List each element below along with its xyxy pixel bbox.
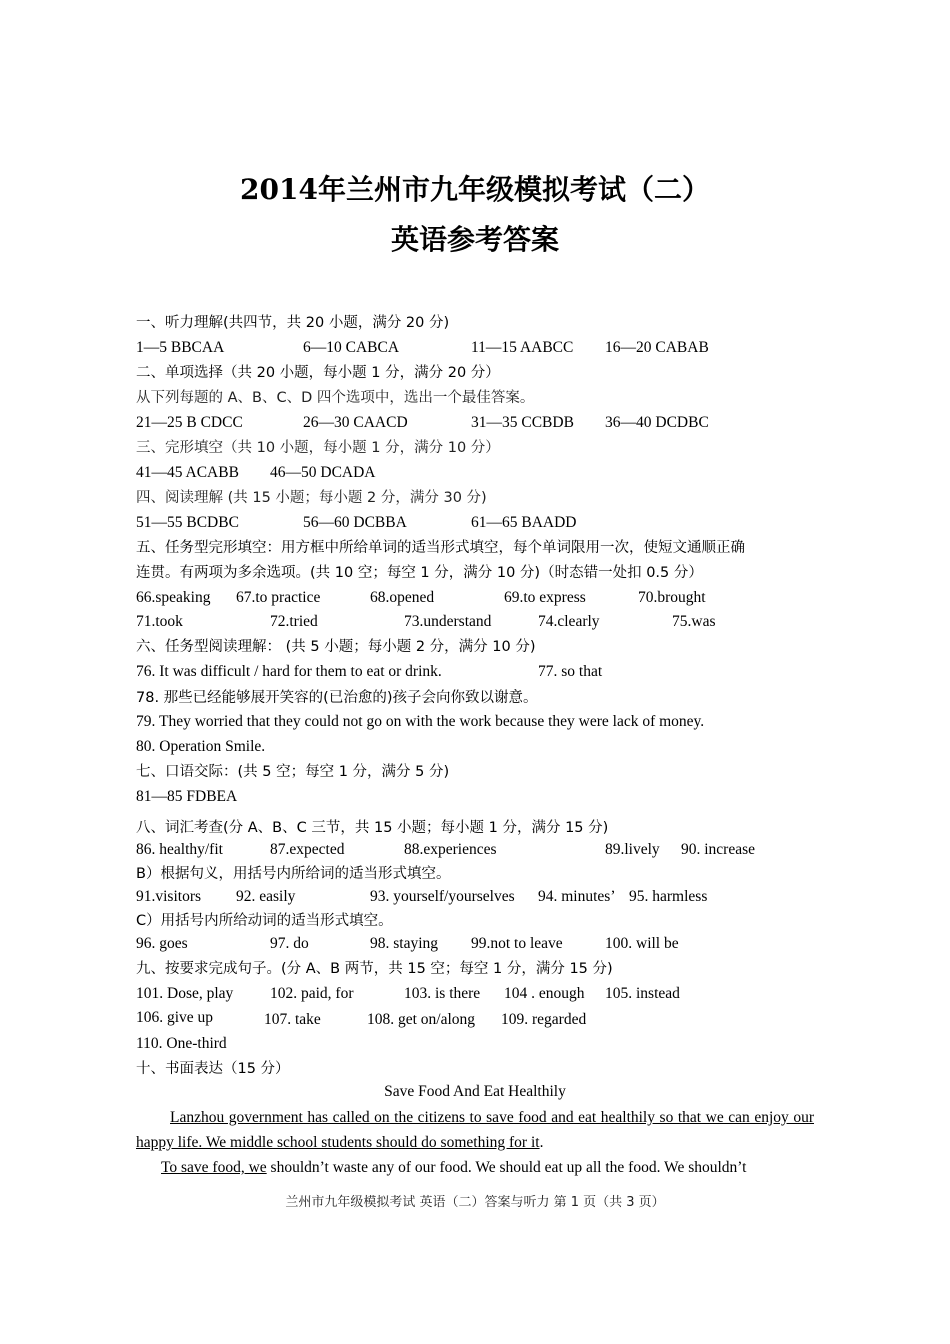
section-2-heading: 二、单项选择（共 20 小题，每小题 1 分，满分 20 分） (136, 365, 500, 381)
answer-item: 110. One-third (136, 1035, 227, 1052)
answer-item: 68.opened (370, 589, 435, 606)
answer-group: 61—65 BAADD (471, 514, 577, 531)
answer-item: 88.experiences (404, 841, 497, 858)
section-5-heading: 五、任务型完形填空：用方框中所给单词的适当形式填空，每个单词限用一次，使短文通顺正确 (136, 540, 745, 556)
section-6-heading: 六、任务型阅读理解： (共 5 小题；每小题 2 分，满分 10 分) (136, 639, 536, 655)
answer-item: 86. healthy/fit (136, 841, 223, 858)
answer-item: 79. They worried that they could not go on with the work because they were lack of money. (136, 713, 705, 730)
essay-title: Save Food And Eat Healthily (384, 1083, 566, 1100)
essay-text: . (539, 1134, 544, 1151)
section-2-instruction: 从下列每题的 A、B、C、D 四个选项中，选出一个最佳答案。 (136, 390, 535, 406)
section-7-heading: 七、口语交际：(共 5 空；每空 1 分，满分 5 分) (136, 764, 450, 780)
answer-item: 99.not to leave (471, 935, 563, 952)
answer-group: 6—10 CABCA (303, 339, 400, 356)
section-5-heading-cont: 连贯。有两项为多余选项。(共 10 空；每空 1 分，满分 10 分)（时态错一处扣 0.5 分） (136, 565, 703, 581)
answer-item: 93. yourself/yourselves (370, 888, 515, 905)
answer-group: 81—85 FDBEA (136, 788, 238, 805)
answer-item: 96. goes (136, 935, 188, 952)
answer-item: 104 . enough (504, 985, 585, 1002)
answer-item: 77. so that (538, 663, 603, 680)
answer-group: 41—45 ACABB (136, 464, 239, 481)
answer-item: 91.visitors (136, 888, 202, 905)
essay-paragraph-1 (136, 1105, 814, 1155)
answer-item: 95. harmless (629, 888, 708, 905)
answer-group: 36—40 DCDBC (605, 414, 709, 431)
answer-item: 73.understand (404, 613, 492, 630)
answer-item: 105. instead (605, 985, 680, 1002)
answer-item: 100. will be (605, 935, 679, 952)
answer-item: 103. is there (404, 985, 481, 1002)
answer-item: 72.tried (270, 613, 318, 630)
answer-item: 106. give up (136, 1009, 214, 1026)
answer-item: 70.brought (638, 589, 706, 606)
answer-group: 26—30 CAACD (303, 414, 408, 431)
answer-item: 102. paid, for (270, 985, 354, 1002)
answer-group: 51—55 BCDBC (136, 514, 239, 531)
essay-underlined-text: Lanzhou government has called on the citizens to save food and eat healthily so that we can enjoy our happy life. We middle school students should do something for it (136, 1109, 814, 1151)
answer-item: 67.to practice (236, 589, 321, 606)
essay-paragraph-2 (136, 1155, 814, 1180)
answer-group: 1—5 BBCAA (136, 339, 225, 356)
answer-group: 31—35 CCBDB (471, 414, 574, 431)
answer-item: 74.clearly (538, 613, 600, 630)
answer-item: 98. staying (370, 935, 439, 952)
answer-item: 71.took (136, 613, 183, 630)
answer-item: 87.expected (270, 841, 345, 858)
answer-item: 76. It was difficult / hard for them to eat or drink. (136, 663, 442, 680)
section-10-heading: 十、书面表达（15 分） (136, 1061, 290, 1077)
answer-item: 101. Dose, play (136, 985, 234, 1002)
answer-item: 89.lively (605, 841, 660, 858)
answer-item: 66.speaking (136, 589, 211, 606)
section-3-heading: 三、完形填空（共 10 小题，每小题 1 分，满分 10 分） (136, 440, 500, 456)
section-4-heading: 四、阅读理解 (共 15 小题；每小题 2 分，满分 30 分) (136, 490, 487, 506)
answer-item: 97. do (270, 935, 309, 952)
essay-text: shouldn’t waste any of our food. We should eat up all the food. We shouldn’t (266, 1159, 747, 1176)
essay-underlined-text: To save food, we (161, 1159, 267, 1176)
section-8-instruction-c: C）用括号内所给动词的适当形式填空。 (136, 913, 393, 929)
answer-item: 92. easily (236, 888, 296, 905)
answer-group: 56—60 DCBBA (303, 514, 407, 531)
answer-item: 80. Operation Smile. (136, 738, 266, 755)
section-8-heading: 八、词汇考查(分 A、B、C 三节，共 15 小题；每小题 1 分，满分 15 分) (136, 820, 609, 836)
document-title: 2014年兰州市九年级模拟考试（二） (240, 173, 710, 206)
answer-item: 109. regarded (501, 1011, 587, 1028)
answer-group: 11—15 AABCC (471, 339, 574, 356)
answer-group: 16—20 CABAB (605, 339, 709, 356)
section-1-heading: 一、听力理解(共四节，共 20 小题，满分 20 分) (136, 315, 450, 331)
section-8-instruction-b: B）根据句义，用括号内所给词的适当形式填空。 (136, 866, 451, 882)
answer-group: 46—50 DCADA (270, 464, 376, 481)
answer-item: 94. minutes’ (538, 888, 616, 905)
answer-item: 78. 那些已经能够展开笑容的(已治愈的)孩子会向你致以谢意。 (136, 690, 538, 706)
answer-item: 108. get on/along (367, 1011, 476, 1028)
page-footer: 兰州市九年级模拟考试 英语（二）答案与听力 第 1 页（共 3 页） (285, 1195, 665, 1210)
answer-item: 75.was (672, 613, 716, 630)
answer-item: 107. take (264, 1011, 321, 1028)
answer-group: 21—25 B CDCC (136, 414, 243, 431)
document-subtitle: 英语参考答案 (390, 223, 559, 256)
answer-item: 69.to express (504, 589, 586, 606)
answer-item: 90. increase (681, 841, 756, 858)
section-9-heading: 九、按要求完成句子。(分 A、B 两节，共 15 空；每空 1 分，满分 15 分) (136, 961, 613, 977)
